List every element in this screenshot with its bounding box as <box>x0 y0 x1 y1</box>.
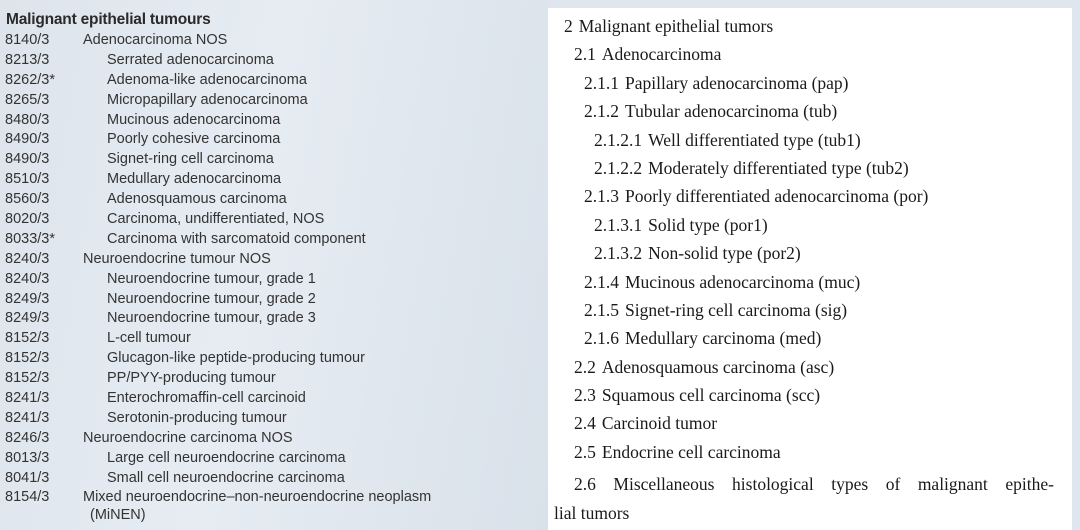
tumour-name: Serotonin-producing tumour <box>107 409 287 426</box>
toc-entry-word: types <box>831 474 869 495</box>
tumour-name: L-cell tumour <box>107 330 191 347</box>
toc-entry <box>548 215 1072 243</box>
toc-entry-text: Papillary adenocarcinoma (pap) <box>625 72 849 93</box>
icd-o-code: 8262/3* <box>5 71 55 88</box>
tumour-name: Signet-ring cell carcinoma <box>107 151 274 168</box>
who-row <box>0 310 548 330</box>
icd-o-code: 8041/3 <box>5 469 50 486</box>
toc-entry <box>548 272 1072 300</box>
toc-entry-number: 2.1.2.2 <box>594 157 643 178</box>
icd-o-code: 8152/3 <box>5 370 50 387</box>
toc-entry-number: 2.1.2 <box>584 101 619 122</box>
who-row <box>0 450 548 470</box>
icd-o-code: 8480/3 <box>5 111 50 128</box>
icd-o-code: 8152/3 <box>5 330 50 347</box>
icd-o-code: 8154/3 <box>5 489 50 506</box>
tumour-name: Large cell neuroendocrine carcinoma <box>107 449 346 466</box>
toc-entry-number: 2.1.3.1 <box>594 214 643 235</box>
who-row <box>0 32 548 52</box>
icd-o-code: 8240/3 <box>5 250 50 267</box>
toc-entry-word: of <box>885 474 901 495</box>
toc-list <box>548 16 1072 527</box>
icd-o-code: 8490/3 <box>5 151 50 168</box>
who-row <box>0 410 548 430</box>
toc-entry-text: Mucinous adenocarcinoma (muc) <box>625 271 861 292</box>
tumour-name: Micropapillary adenocarcinoma <box>107 91 308 108</box>
toc-entry-text: Squamous cell carcinoma (scc) <box>601 385 821 406</box>
toc-entry <box>548 158 1072 186</box>
tumour-name: Poorly cohesive carcinoma <box>107 131 281 148</box>
toc-entry <box>548 413 1072 441</box>
tumour-name: Small cell neuroendocrine carcinoma <box>107 469 345 486</box>
toc-entry-text: Adenosquamous carcinoma (asc) <box>601 356 835 377</box>
icd-o-code: 8490/3 <box>5 131 50 148</box>
toc-entry <box>548 243 1072 271</box>
toc-entry-number: 2.1.4 <box>584 271 619 292</box>
tumour-name: Carcinoma, undifferentiated, NOS <box>107 211 325 228</box>
toc-panel <box>548 8 1072 530</box>
who-row <box>0 489 548 524</box>
icd-o-code: 8246/3 <box>5 429 50 446</box>
tumour-name: Adenoma-like adenocarcinoma <box>107 71 307 88</box>
toc-entry <box>548 44 1072 72</box>
tumour-name: Neuroendocrine carcinoma NOS <box>83 429 293 446</box>
toc-entry-number: 2.5 <box>574 441 596 462</box>
icd-o-code: 8249/3 <box>5 290 50 307</box>
icd-o-code: 8510/3 <box>5 171 50 188</box>
toc-entry <box>548 16 1072 44</box>
toc-entry-number: 2 <box>564 16 573 36</box>
tumour-name: Neuroendocrine tumour, grade 3 <box>107 310 316 327</box>
toc-entry-word: malignant <box>917 474 988 495</box>
toc-entry-text: Endocrine cell carcinoma <box>601 441 781 462</box>
icd-o-code: 8560/3 <box>5 191 50 208</box>
toc-entry-number: 2.1.5 <box>584 299 619 320</box>
icd-o-code: 8020/3 <box>5 211 50 228</box>
toc-entry-word: Miscellaneous <box>613 474 715 495</box>
who-row <box>0 52 548 72</box>
who-row <box>0 151 548 171</box>
icd-o-code: 8152/3 <box>5 350 50 367</box>
toc-entry <box>548 101 1072 129</box>
toc-entry-word: histological <box>732 474 814 495</box>
tumour-name: Neuroendocrine tumour, grade 1 <box>107 270 316 287</box>
toc-entry-text: Malignant epithelial tumors <box>578 16 774 36</box>
toc-entry <box>548 130 1072 158</box>
toc-entry <box>548 385 1072 413</box>
toc-entry-number: 2.2 <box>574 356 596 377</box>
toc-entry-text: Signet-ring cell carcinoma (sig) <box>625 299 848 320</box>
who-table-title: Malignant epithelial tumours <box>6 11 211 28</box>
who-row <box>0 291 548 311</box>
toc-entry-text: Poorly differentiated adenocarcinoma (por) <box>625 186 929 207</box>
toc-entry-number: 2.1.1 <box>584 72 619 93</box>
toc-entry <box>548 328 1072 356</box>
who-row <box>0 72 548 92</box>
toc-entry-wrapped <box>548 470 1072 527</box>
toc-entry-text: Tubular adenocarcinoma (tub) <box>625 101 838 122</box>
who-row <box>0 131 548 151</box>
toc-entry <box>548 357 1072 385</box>
toc-entry-number: 2.4 <box>574 413 596 434</box>
toc-entry <box>548 73 1072 101</box>
icd-o-code: 8240/3 <box>5 270 50 287</box>
tumour-name: Adenosquamous carcinoma <box>107 191 287 208</box>
tumour-name: Glucagon-like peptide-producing tumour <box>107 350 365 367</box>
who-row <box>0 350 548 370</box>
icd-o-code: 8265/3 <box>5 91 50 108</box>
who-row <box>0 271 548 291</box>
icd-o-code: 8249/3 <box>5 310 50 327</box>
toc-entry-number: 2.1.3.2 <box>594 243 643 264</box>
tumour-name: Carcinoma with sarcomatoid component <box>107 230 366 247</box>
icd-o-code: 8013/3 <box>5 449 50 466</box>
who-row <box>0 370 548 390</box>
who-code-list <box>0 32 548 524</box>
toc-entry-text: Moderately differentiated type (tub2) <box>648 157 909 178</box>
tumour-name: Adenocarcinoma NOS <box>83 32 228 48</box>
tumour-name: Mucinous adenocarcinoma <box>107 111 281 128</box>
tumour-name: PP/PYY-producing tumour <box>107 370 276 387</box>
toc-entry-number: 2.3 <box>574 385 596 406</box>
toc-entry-number: 2.1.6 <box>584 328 619 349</box>
who-row <box>0 92 548 112</box>
icd-o-code: 8033/3* <box>5 230 55 247</box>
tumour-name: Mixed neuroendocrine–non-neuroendocrine neoplasm <box>83 489 432 506</box>
tumour-name: Medullary adenocarcinoma <box>107 171 282 188</box>
who-row <box>0 251 548 271</box>
who-row <box>0 430 548 450</box>
who-row <box>0 112 548 132</box>
toc-entry-number: 2.1 <box>574 44 596 65</box>
toc-entry-number: 2.1.2.1 <box>594 129 643 150</box>
toc-entry-text: Adenocarcinoma <box>601 44 722 65</box>
tumour-name: Neuroendocrine tumour, grade 2 <box>107 290 316 307</box>
who-row <box>0 470 548 490</box>
toc-entry <box>548 186 1072 214</box>
tumour-name-abbrev: (MiNEN) <box>90 507 146 524</box>
who-row <box>0 390 548 410</box>
icd-o-code: 8213/3 <box>5 51 50 68</box>
toc-entry-text: Medullary carcinoma (med) <box>625 328 822 349</box>
toc-entry-text: Non-solid type (por2) <box>648 243 801 264</box>
toc-entry-number: 2.1.3 <box>584 186 619 207</box>
toc-entry-word: epithe- <box>1005 474 1054 495</box>
toc-entry <box>548 442 1072 470</box>
who-row <box>0 330 548 350</box>
icd-o-code: 8140/3 <box>5 32 50 48</box>
who-row <box>0 211 548 231</box>
who-row <box>0 171 548 191</box>
tumour-name: Neuroendocrine tumour NOS <box>83 250 271 267</box>
toc-entry <box>548 300 1072 328</box>
who-row <box>0 191 548 211</box>
icd-o-code: 8241/3 <box>5 390 50 407</box>
who-row <box>0 231 548 251</box>
toc-entry-continuation: lial tumors <box>554 502 630 523</box>
toc-entry-text: Carcinoid tumor <box>601 413 718 434</box>
tumour-name: Serrated adenocarcinoma <box>107 51 274 68</box>
tumour-name: Enterochromaffin-cell carcinoid <box>107 390 306 407</box>
toc-entry-text: Solid type (por1) <box>648 214 768 235</box>
icd-o-code: 8241/3 <box>5 409 50 426</box>
toc-entry-number: 2.6 <box>574 474 596 495</box>
toc-entry-text: Well differentiated type (tub1) <box>648 129 861 150</box>
